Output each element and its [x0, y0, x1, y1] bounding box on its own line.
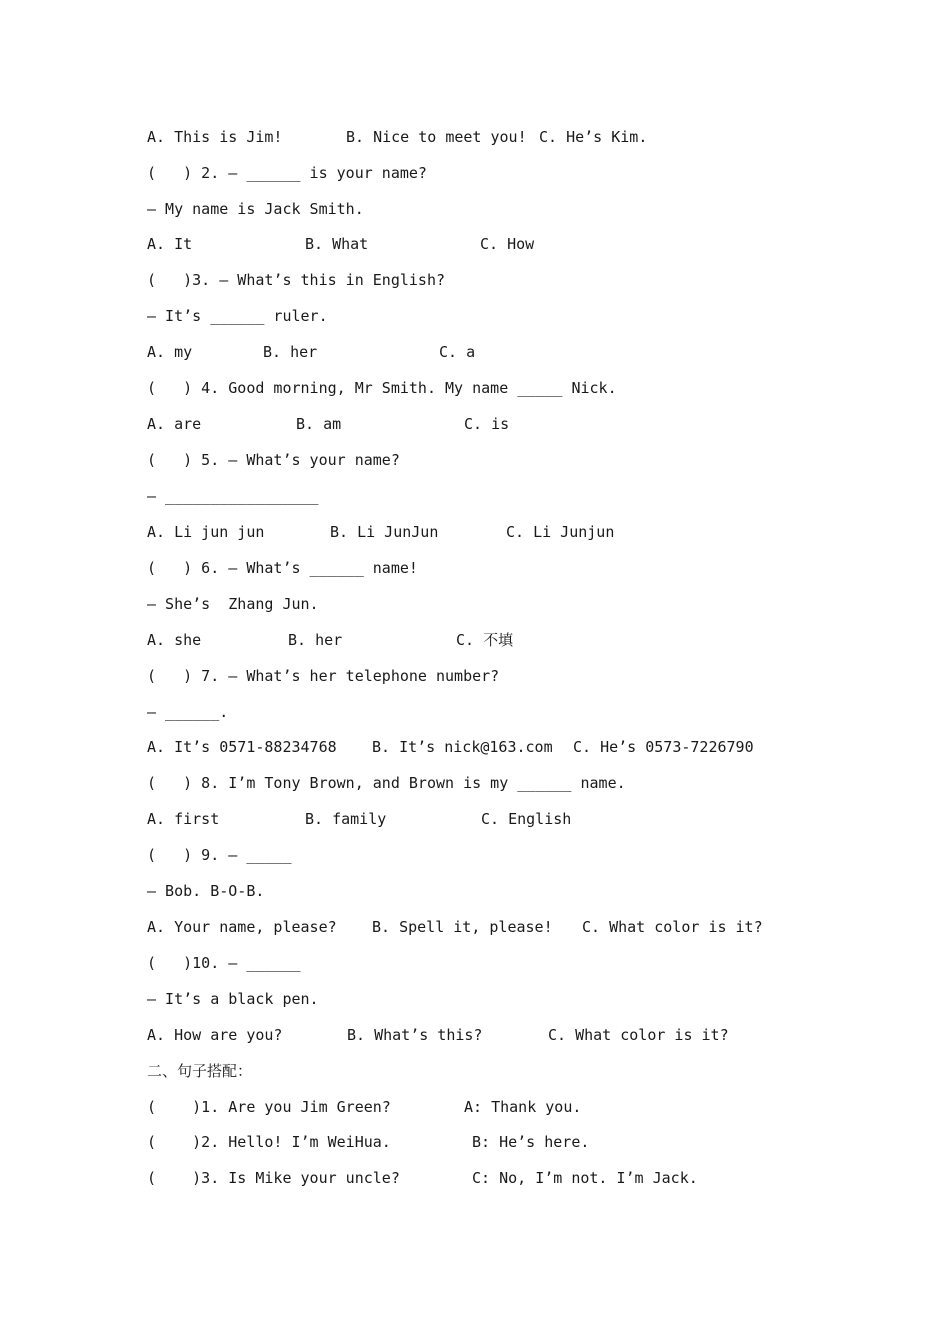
q5-answer — [147, 484, 319, 508]
q2-options — [147, 232, 535, 256]
question-text: ( ) 4. Good morning, Mr Smith. My name _____ Nick. — [147, 379, 617, 397]
q10-answer — [147, 987, 319, 1011]
q3-answer — [147, 304, 328, 328]
dialogue-text: — She’s Zhang Jun. — [147, 595, 319, 613]
dialogue-text: — It’s a black pen. — [147, 990, 319, 1008]
q8-options — [147, 807, 572, 831]
option-c: C. How — [480, 235, 535, 253]
match-question: ( )2. Hello! I’m WeiHua. — [147, 1133, 391, 1151]
match-answer: A: Thank you. — [464, 1098, 582, 1116]
option-b: B. It’s nick@163.com — [372, 738, 553, 756]
match-row-3 — [147, 1166, 698, 1190]
option-c: C. He’s 0573-7226790 — [573, 738, 754, 756]
dialogue-text: — _________________ — [147, 487, 319, 505]
question-text: ( ) 6. — What’s ______ name! — [147, 559, 418, 577]
q7-answer — [147, 700, 229, 724]
q4-options — [147, 412, 510, 436]
option-b: B. family — [305, 810, 387, 828]
dialogue-text: — It’s ______ ruler. — [147, 307, 328, 325]
section-two-heading — [147, 1059, 253, 1083]
option-c: C. Li Junjun — [506, 523, 615, 541]
q5-question — [147, 448, 400, 472]
q8-question — [147, 771, 626, 795]
question-text: ( ) 8. I’m Tony Brown, and Brown is my ______ name. — [147, 774, 626, 792]
question-text: ( ) 5. — What’s your name? — [147, 451, 400, 469]
q1-options — [147, 125, 648, 149]
option-a: A. This is Jim! — [147, 128, 283, 146]
q10-options — [147, 1023, 729, 1047]
option-b: B. am — [296, 415, 342, 433]
q5-options — [147, 520, 615, 544]
option-a: A. Your name, please? — [147, 918, 337, 936]
dialogue-text: — My name is Jack Smith. — [147, 200, 364, 218]
option-a: A. Li jun jun — [147, 523, 265, 541]
option-b: B. her — [288, 631, 343, 649]
question-text: ( )3. — What’s this in English? — [147, 271, 446, 289]
dialogue-text: — ______. — [147, 703, 229, 721]
q4-question — [147, 376, 617, 400]
match-row-2 — [147, 1130, 590, 1154]
option-c: C. What color is it? — [548, 1026, 729, 1044]
option-b: B. What’s this? — [347, 1026, 483, 1044]
q6-answer — [147, 592, 319, 616]
q2-question — [147, 161, 427, 185]
option-c: C. a — [439, 343, 476, 361]
option-b: B. Spell it, please! — [372, 918, 553, 936]
section-title: 二、句子搭配： — [147, 1062, 253, 1080]
match-answer: B: He’s here. — [472, 1133, 590, 1151]
match-answer: C: No, I’m not. I’m Jack. — [472, 1169, 698, 1187]
option-c: C. is — [464, 415, 510, 433]
option-b: B. her — [263, 343, 318, 361]
q6-question — [147, 556, 418, 580]
q9-answer — [147, 879, 265, 903]
option-a: A. It — [147, 235, 193, 253]
q3-options — [147, 340, 476, 364]
option-a: A. How are you? — [147, 1026, 283, 1044]
q2-answer — [147, 197, 364, 221]
match-question: ( )1. Are you Jim Green? — [147, 1098, 391, 1116]
option-a: A. my — [147, 343, 193, 361]
option-b: B. Nice to meet you! — [346, 128, 527, 146]
q7-options — [147, 735, 754, 759]
q3-question — [147, 268, 446, 292]
option-a: A. she — [147, 631, 202, 649]
question-text: ( ) 7. — What’s her telephone number? — [147, 667, 500, 685]
q6-options — [147, 628, 514, 652]
option-a: A. are — [147, 415, 202, 433]
q7-question — [147, 664, 500, 688]
option-b: B. What — [305, 235, 369, 253]
option-a: A. It’s 0571-88234768 — [147, 738, 337, 756]
option-a: A. first — [147, 810, 220, 828]
question-text: ( ) 9. — _____ — [147, 846, 292, 864]
match-row-1 — [147, 1095, 582, 1119]
option-b: B. Li JunJun — [330, 523, 439, 541]
q9-options — [147, 915, 763, 939]
dialogue-text: — Bob. B-O-B. — [147, 882, 265, 900]
option-c: C. 不填 — [456, 631, 514, 649]
option-c: C. What color is it? — [582, 918, 763, 936]
option-c: C. He’s Kim. — [539, 128, 648, 146]
question-text: ( )10. — ______ — [147, 954, 301, 972]
q10-question — [147, 951, 301, 975]
option-c: C. English — [481, 810, 572, 828]
question-text: ( ) 2. — ______ is your name? — [147, 164, 427, 182]
match-question: ( )3. Is Mike your uncle? — [147, 1169, 400, 1187]
q9-question — [147, 843, 292, 867]
